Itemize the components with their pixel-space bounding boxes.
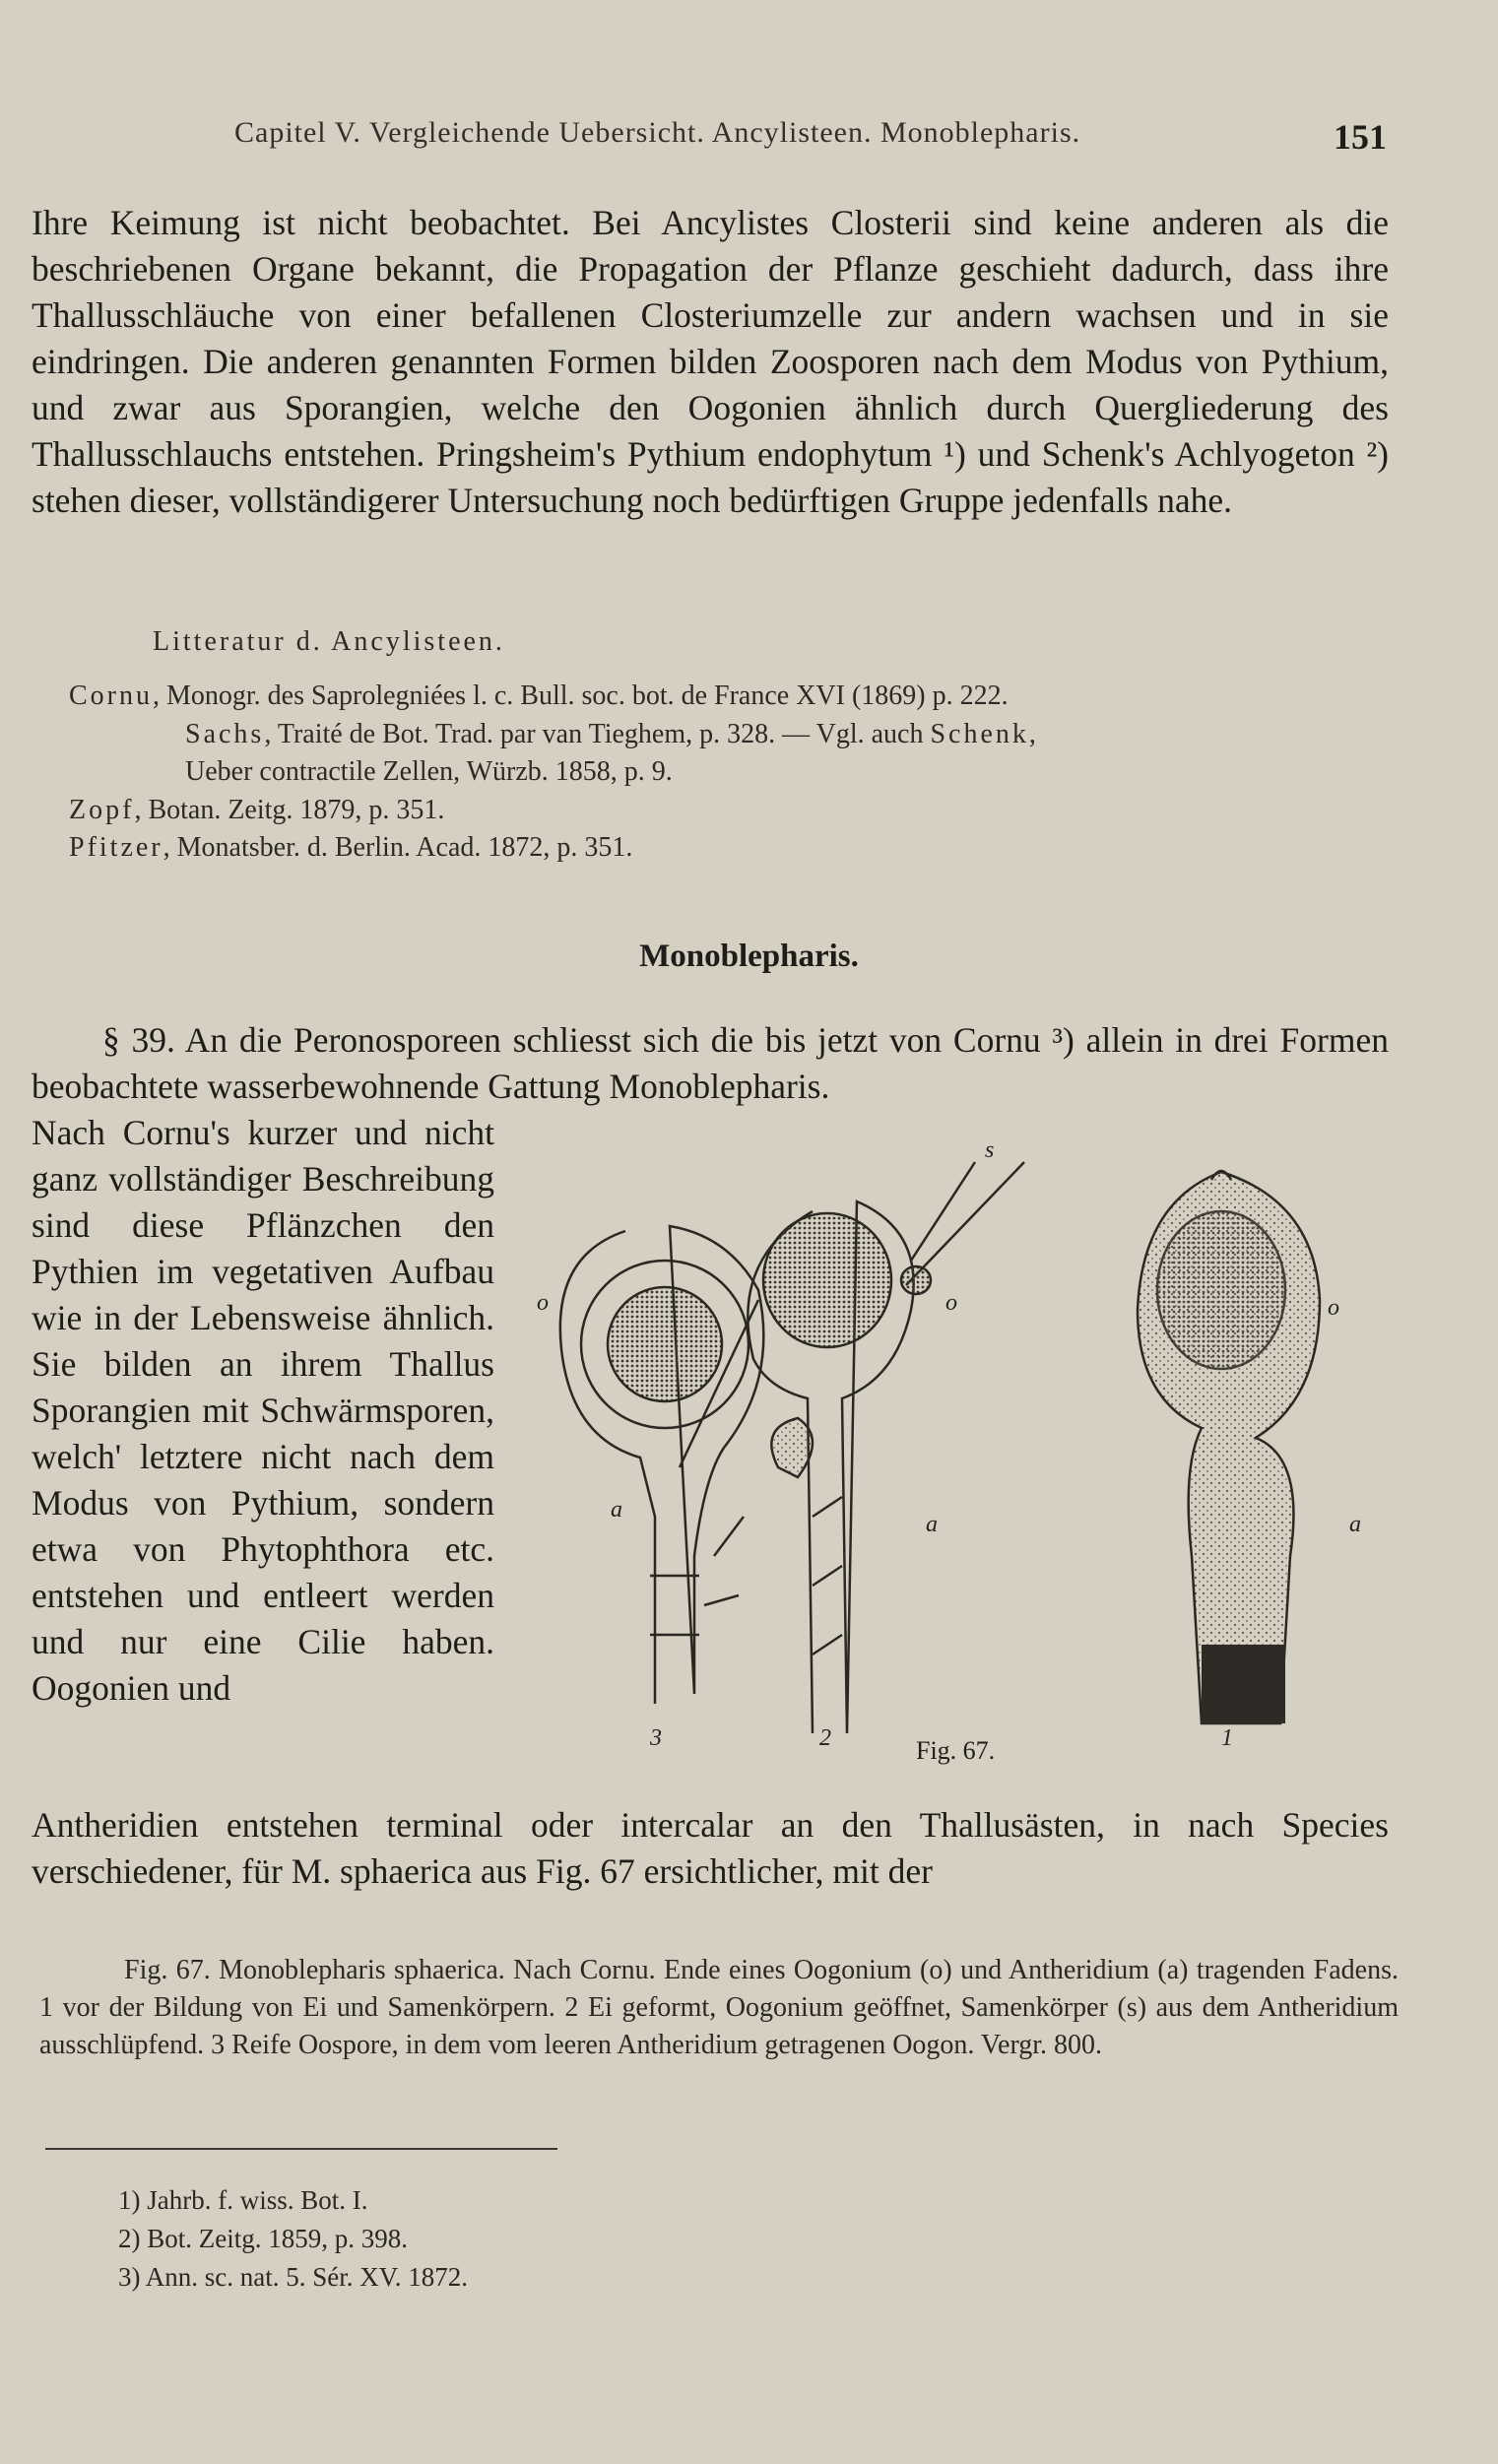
mark-o-2: o xyxy=(945,1290,957,1316)
section-title: Monoblepharis. xyxy=(639,939,859,974)
figure-label: Fig. 67. xyxy=(916,1736,996,1765)
mark-3: 3 xyxy=(650,1725,662,1751)
reference: , Monogr. des Saprolegniées l. c. Bull. soc. bot. de France XVI (1869) p. 222. xyxy=(153,681,1009,711)
literature-list xyxy=(69,678,1399,868)
specimen-3 xyxy=(560,1226,764,1704)
author: Pfitzer xyxy=(69,832,163,863)
mark-a-2: a xyxy=(926,1512,938,1537)
specimen-2 xyxy=(680,1162,1024,1733)
specimen-1 xyxy=(1138,1171,1320,1723)
figure-caption: Fig. 67. Monoblepharis sphaerica. Nach Cornu. Ende eines Oogonium (o) und Antheridium (a) tragenden Fadens. 1 vor der Bildung von Ei und Samenkörpern. 2 Ei geformt, Oogonium geöffnet, Samenkörper (s) aus dem Antheridium ausschlüpfend. 3 Reife Oospore, in dem vom leeren Antheridium getragenen Oogon. Vergr. 800. xyxy=(39,1955,1399,2060)
footnote: 2) Bot. Zeitg. 1859, p. 398. xyxy=(118,2224,408,2253)
paragraph-ancylisteen: Ihre Keimung ist nicht beobachtet. Bei Ancylistes Closterii sind keine anderen als die beschriebenen Organe bekannt, die Propagation der Pflanze geschieht dadurch, dass ihre Thallusschläuche von einer befallenen Closteriumzelle zur andern wachsen und in sie eindringen. Die anderen genannten Formen bilden Zoosporen nach dem Modus von Pythium, und zwar aus Sporangien, welche den Oogonien ähnlich durch Quergliederung des Thallusschlauchs entstehen. Pringsheim's Pythium endophytum ¹) und Schenk's Achlyogeton ²) stehen dieser, vollständigerer Untersuchung noch bedürftigen Gruppe jedenfalls nahe. xyxy=(32,203,1389,520)
mark-2: 2 xyxy=(819,1725,831,1751)
paragraph-monoblepharis-wrapped: Nach Cornu's kurzer und nicht ganz vollständiger Beschreibung sind diese Pflänzchen den Pythien im vegetativen Aufbau wie in der Lebensweise ähnlich. Sie bilden an ihrem Thallus Sporangien mit Schwärmsporen, welch' letztere nicht nach dem Modus von Pythium, sondern etwa von Phytophthora etc. entstehen und entleert werden und nur eine Cilie haben. Oogonien und xyxy=(32,1113,494,1708)
author: Cornu xyxy=(69,681,153,711)
figure-67-illustration xyxy=(532,1142,1399,1773)
page-header xyxy=(234,116,1397,156)
mark-a-1: a xyxy=(1349,1512,1361,1537)
literature-entry xyxy=(69,829,1399,868)
mark-o-1: o xyxy=(1328,1295,1339,1321)
literature-entry xyxy=(69,792,1399,830)
literature-entry xyxy=(69,678,1399,716)
footnote: 3) Ann. sc. nat. 5. Sér. XV. 1872. xyxy=(118,2262,468,2292)
literature-heading: Litteratur d. Ancylisteen. xyxy=(153,626,505,657)
reference: , Botan. Zeitg. 1879, p. 351. xyxy=(134,794,445,825)
footnote: 1) Jahrb. f. wiss. Bot. I. xyxy=(118,2185,368,2215)
literature-entry xyxy=(69,753,1399,792)
literature-entry xyxy=(69,716,1399,754)
paragraph-monoblepharis-intro: § 39. An die Peronosporeen schliesst sich die bis jetzt von Cornu ³) allein in drei Formen beobachtete wasserbewohnende Gattung Monoblepharis. xyxy=(32,1020,1389,1106)
reference: , xyxy=(1028,718,1036,749)
author: Zopf xyxy=(69,794,135,825)
footnotes xyxy=(118,2181,468,2297)
author: Schenk xyxy=(930,718,1029,749)
reference: Ueber contractile Zellen, Würzb. 1858, p. 9. xyxy=(185,756,673,787)
mark-s: s xyxy=(985,1142,995,1163)
reference: , Traité de Bot. Trad. par van Tieghem, p. 328. — Vgl. auch xyxy=(264,718,931,749)
mark-o-3: o xyxy=(537,1290,549,1316)
reference: , Monatsber. d. Berlin. Acad. 1872, p. 351. xyxy=(163,832,633,863)
mark-1: 1 xyxy=(1221,1725,1233,1751)
running-head: Capitel V. Vergleichende Uebersicht. Ancylisteen. Monoblepharis. xyxy=(234,116,1081,149)
footnote-rule xyxy=(45,2148,557,2150)
paragraph-monoblepharis-continued: Antheridien entstehen terminal oder intercalar an den Thallusästen, in nach Species verschiedener, für M. sphaerica aus Fig. 67 ersichtlicher, mit der xyxy=(32,1805,1389,1891)
mark-a-3: a xyxy=(611,1497,622,1523)
page-number: 151 xyxy=(1334,117,1387,157)
author: Sachs xyxy=(185,718,265,749)
